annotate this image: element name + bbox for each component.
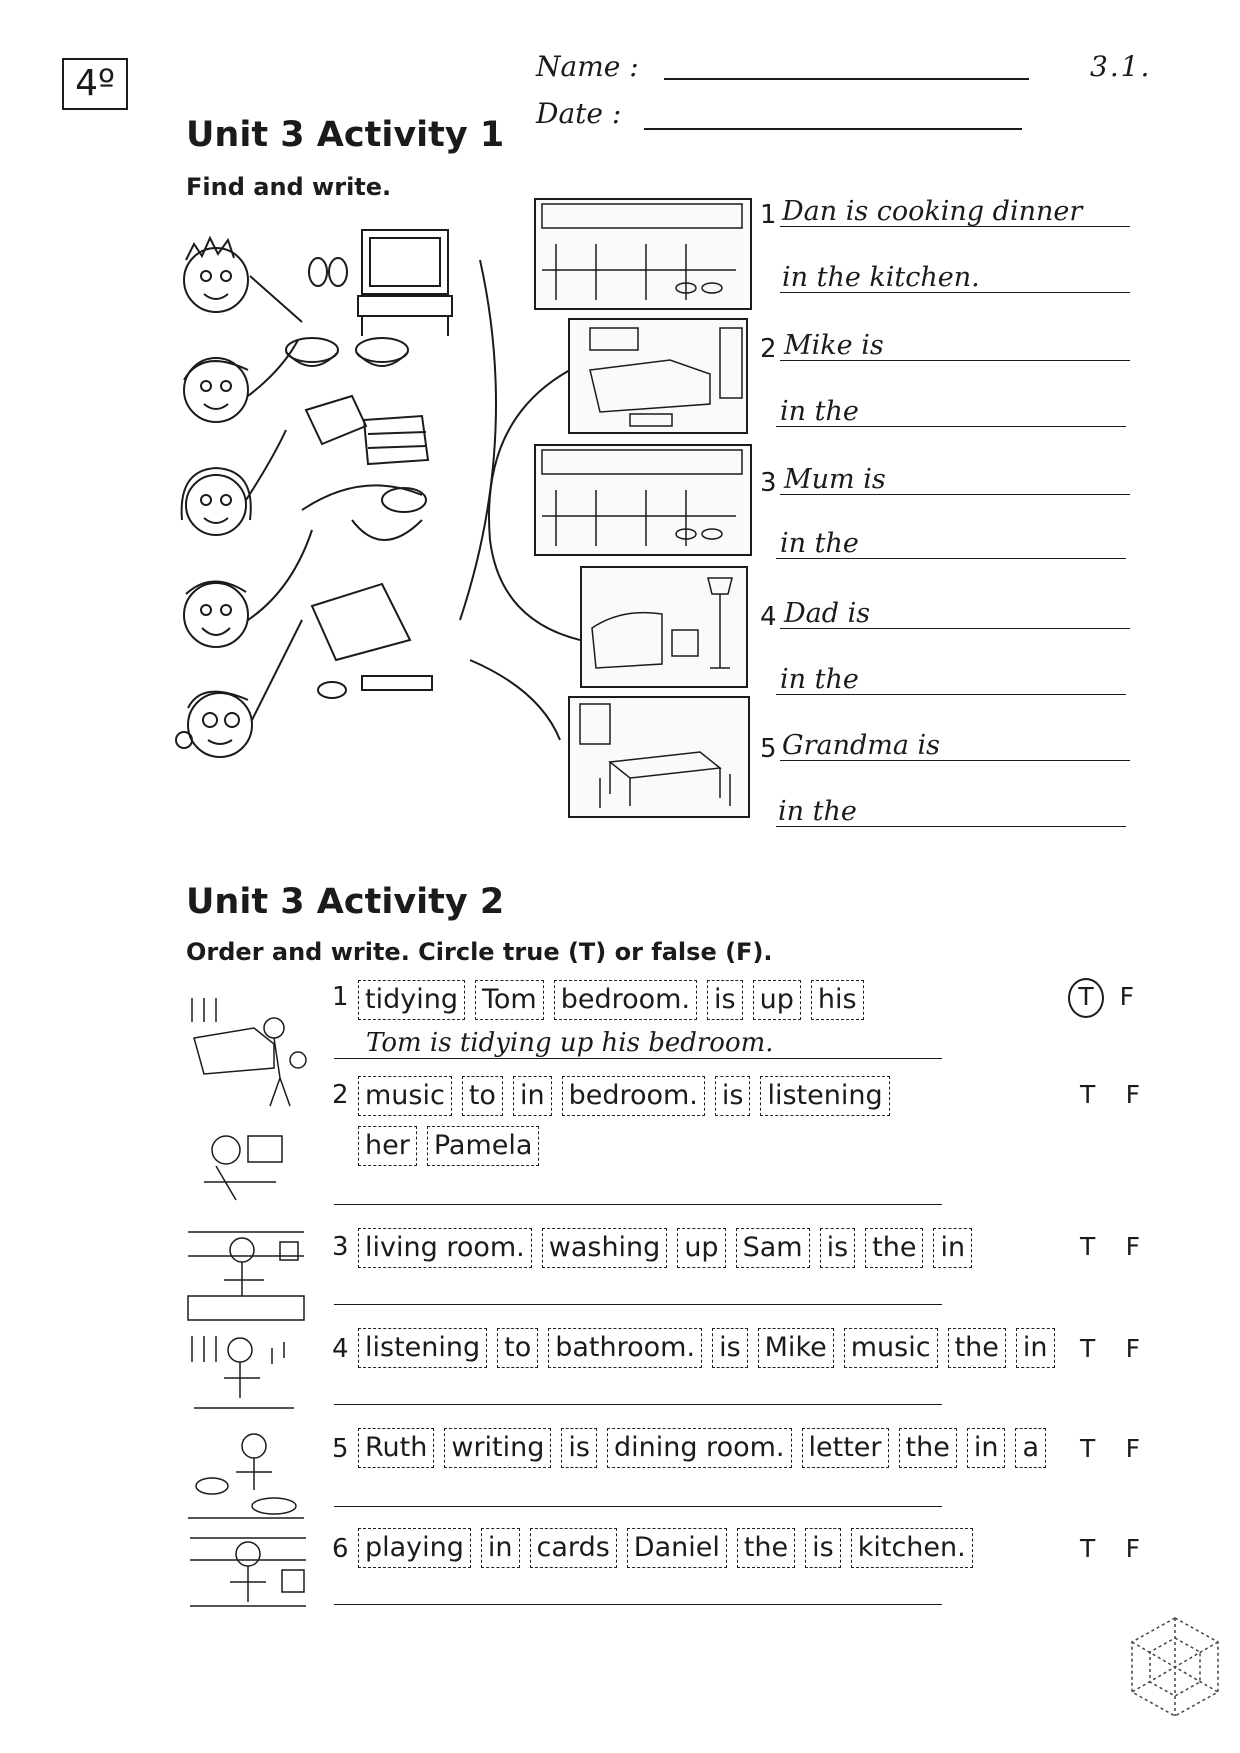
- item-2-answer-field[interactable]: [334, 1204, 942, 1205]
- item-6-true-false: [1080, 1534, 1140, 1563]
- sentence-4-line2: in the: [780, 664, 859, 695]
- tv-object: [358, 230, 452, 336]
- item-4-answer-field[interactable]: [334, 1404, 942, 1405]
- word-tile[interactable]: is: [712, 1328, 748, 1368]
- word-tile[interactable]: bedroom.: [562, 1076, 705, 1116]
- activity2-instruction: Order and write. Circle true (T) or false (F).: [186, 938, 773, 966]
- word-tile[interactable]: bathroom.: [548, 1328, 702, 1368]
- page-code: 3.1.: [1090, 50, 1152, 83]
- word-tile[interactable]: Sam: [736, 1228, 810, 1268]
- sentence-4-answer-field-1[interactable]: [780, 628, 1130, 629]
- word-tile[interactable]: cards: [530, 1528, 617, 1568]
- face-dad: [184, 581, 248, 647]
- item-2-true-false: [1080, 1080, 1140, 1109]
- date-field[interactable]: [644, 128, 1022, 130]
- sentence-3-answer-field-2[interactable]: [776, 558, 1126, 559]
- word-tile[interactable]: Pamela: [427, 1126, 540, 1166]
- activity1-title: Unit 3 Activity 1: [186, 115, 505, 155]
- word-tile[interactable]: in: [481, 1528, 520, 1568]
- word-tile[interactable]: to: [462, 1076, 503, 1116]
- item-5-word-tiles: [358, 1428, 1046, 1468]
- word-tile[interactable]: listening: [760, 1076, 889, 1116]
- item-4-false-option[interactable]: F: [1125, 1334, 1140, 1363]
- item-1-answer-field[interactable]: [334, 1058, 942, 1059]
- item-4-word-tiles: [358, 1328, 1055, 1368]
- item-2-word-tiles-row2: [358, 1126, 539, 1166]
- clothes-object: [306, 396, 428, 464]
- word-tile[interactable]: is: [715, 1076, 751, 1116]
- word-tile[interactable]: is: [707, 980, 743, 1020]
- scene-kitchen-1: [534, 198, 752, 310]
- sentence-1-line1: Dan is cooking dinner: [782, 196, 1083, 227]
- item-5-true-option[interactable]: T: [1080, 1434, 1096, 1463]
- item-3-true-option[interactable]: T: [1080, 1232, 1096, 1261]
- item-3-word-tiles: [358, 1228, 972, 1268]
- pan-object: [286, 338, 408, 366]
- word-tile[interactable]: kitchen.: [851, 1528, 973, 1568]
- face-mike: [184, 358, 248, 422]
- word-tile[interactable]: the: [865, 1228, 923, 1268]
- word-tile[interactable]: the: [737, 1528, 795, 1568]
- item-6-false-option[interactable]: F: [1125, 1534, 1140, 1563]
- word-tile[interactable]: Tom: [475, 980, 544, 1020]
- activity1-instruction: Find and write.: [186, 173, 392, 201]
- item-2-false-option[interactable]: F: [1125, 1080, 1140, 1109]
- item-5-num: 5: [332, 1434, 349, 1464]
- item-1-num: 1: [332, 982, 349, 1012]
- face-grandma: [176, 692, 252, 757]
- word-tile[interactable]: to: [497, 1328, 538, 1368]
- grade-mark: 4º: [62, 58, 128, 110]
- item-5-true-false: [1080, 1434, 1140, 1463]
- word-tile[interactable]: the: [948, 1328, 1006, 1368]
- dishes-object: [302, 485, 426, 540]
- word-tile[interactable]: Daniel: [627, 1528, 727, 1568]
- face-dan: [184, 238, 248, 312]
- face-mum: [182, 468, 251, 535]
- sentence-2-line2: in the: [780, 396, 859, 427]
- name-label: Name :: [536, 50, 639, 83]
- date-label: Date :: [536, 97, 622, 130]
- word-tile[interactable]: music: [844, 1328, 938, 1368]
- word-tile[interactable]: a: [1015, 1428, 1046, 1468]
- thumb-tom-bedroom: [184, 988, 314, 1118]
- sentence-3-answer-field-1[interactable]: [780, 494, 1130, 495]
- thumb-daniel-kitchen: [186, 1530, 310, 1624]
- word-tile[interactable]: bedroom.: [554, 980, 697, 1020]
- word-tile[interactable]: in: [933, 1228, 972, 1268]
- word-tile[interactable]: music: [358, 1076, 452, 1116]
- word-tile[interactable]: living room.: [358, 1228, 532, 1268]
- sentence-2-answer-field-1[interactable]: [780, 360, 1130, 361]
- word-tile[interactable]: is: [820, 1228, 856, 1268]
- sentence-4-line1: Dad is: [784, 598, 871, 629]
- item-2-true-option[interactable]: T: [1080, 1080, 1096, 1109]
- thumb-ruth-kitchen: [184, 1426, 308, 1526]
- eyes-object: [309, 258, 347, 286]
- item-4-num: 4: [332, 1334, 349, 1364]
- thumb-sam-kitchen: [184, 1226, 308, 1322]
- item-1-answer: Tom is tidying up his bedroom.: [366, 1028, 774, 1058]
- word-tile[interactable]: the: [899, 1428, 957, 1468]
- item-2-num: 2: [332, 1080, 349, 1110]
- item-4-true-false: [1080, 1334, 1140, 1363]
- sentence-2-line1: Mike is: [784, 330, 884, 361]
- sentence-5-line1: Grandma is: [782, 730, 941, 761]
- sentence-3-line2: in the: [780, 528, 859, 559]
- sentence-4-num: 4: [760, 602, 777, 632]
- item-3-true-false: [1080, 1232, 1140, 1261]
- sentence-1-answer-field[interactable]: [780, 292, 1130, 293]
- word-tile[interactable]: listening: [358, 1328, 487, 1368]
- item-5-false-option[interactable]: F: [1125, 1434, 1140, 1463]
- thumb-mike-bathroom: [184, 1328, 304, 1424]
- sentence-5-num: 5: [760, 734, 777, 764]
- item-6-answer-field[interactable]: [334, 1604, 942, 1605]
- word-tile[interactable]: dining room.: [607, 1428, 792, 1468]
- item-1-true-option[interactable]: T: [1068, 978, 1104, 1018]
- sentence-4-answer-field-2[interactable]: [776, 694, 1126, 695]
- word-tile[interactable]: in: [513, 1076, 552, 1116]
- scene-dining-room: [568, 696, 750, 818]
- sentence-5-answer-field-1[interactable]: [780, 760, 1130, 761]
- item-3-false-option[interactable]: F: [1125, 1232, 1140, 1261]
- word-tile[interactable]: in: [1016, 1328, 1055, 1368]
- name-field[interactable]: [664, 78, 1029, 80]
- sentence-1-num: 1: [760, 200, 777, 230]
- item-1-word-tiles: [358, 980, 864, 1020]
- sentence-5-line2: in the: [778, 796, 857, 827]
- scene-living-room: [580, 566, 748, 688]
- word-tile[interactable]: Ruth: [358, 1428, 434, 1468]
- word-tile[interactable]: in: [967, 1428, 1006, 1468]
- sentence-2-answer-field-2[interactable]: [776, 426, 1126, 427]
- item-6-num: 6: [332, 1534, 349, 1564]
- word-tile[interactable]: letter: [802, 1428, 889, 1468]
- item-6-word-tiles: [358, 1528, 973, 1568]
- word-tile[interactable]: Mike: [758, 1328, 834, 1368]
- word-tile[interactable]: is: [805, 1528, 841, 1568]
- sentence-2-num: 2: [760, 334, 777, 364]
- activity2-title: Unit 3 Activity 2: [186, 882, 505, 922]
- item-3-num: 3: [332, 1232, 349, 1262]
- scene-kitchen-2: [534, 444, 752, 556]
- item-5-answer-field[interactable]: [334, 1506, 942, 1507]
- item-4-true-option[interactable]: T: [1080, 1334, 1096, 1363]
- word-tile[interactable]: washing: [542, 1228, 668, 1268]
- word-tile[interactable]: writing: [444, 1428, 551, 1468]
- item-3-answer-field[interactable]: [334, 1304, 942, 1305]
- sentence-1-underline1: [780, 226, 1130, 227]
- spiderweb-doodle: [1126, 1614, 1224, 1720]
- word-tile[interactable]: up: [677, 1228, 725, 1268]
- word-tile[interactable]: tidying: [358, 980, 465, 1020]
- word-tile[interactable]: is: [561, 1428, 597, 1468]
- sentence-3-num: 3: [760, 468, 777, 498]
- item-6-true-option[interactable]: T: [1080, 1534, 1096, 1563]
- sentence-3-line1: Mum is: [784, 464, 886, 495]
- item-1-true-false: [1074, 982, 1134, 1018]
- word-tile[interactable]: up: [753, 980, 801, 1020]
- sentence-1-line2: in the kitchen.: [782, 262, 980, 293]
- word-tile[interactable]: playing: [358, 1528, 471, 1568]
- thumb-pamela-bedroom: [196, 1130, 306, 1212]
- word-tile[interactable]: his: [811, 980, 864, 1020]
- computer-object: [312, 584, 432, 698]
- word-tile[interactable]: her: [358, 1126, 417, 1166]
- item-2-word-tiles: [358, 1076, 890, 1116]
- item-1-false-option[interactable]: F: [1119, 982, 1134, 1011]
- scene-bedroom: [568, 318, 748, 434]
- sentence-5-answer-field-2[interactable]: [776, 826, 1126, 827]
